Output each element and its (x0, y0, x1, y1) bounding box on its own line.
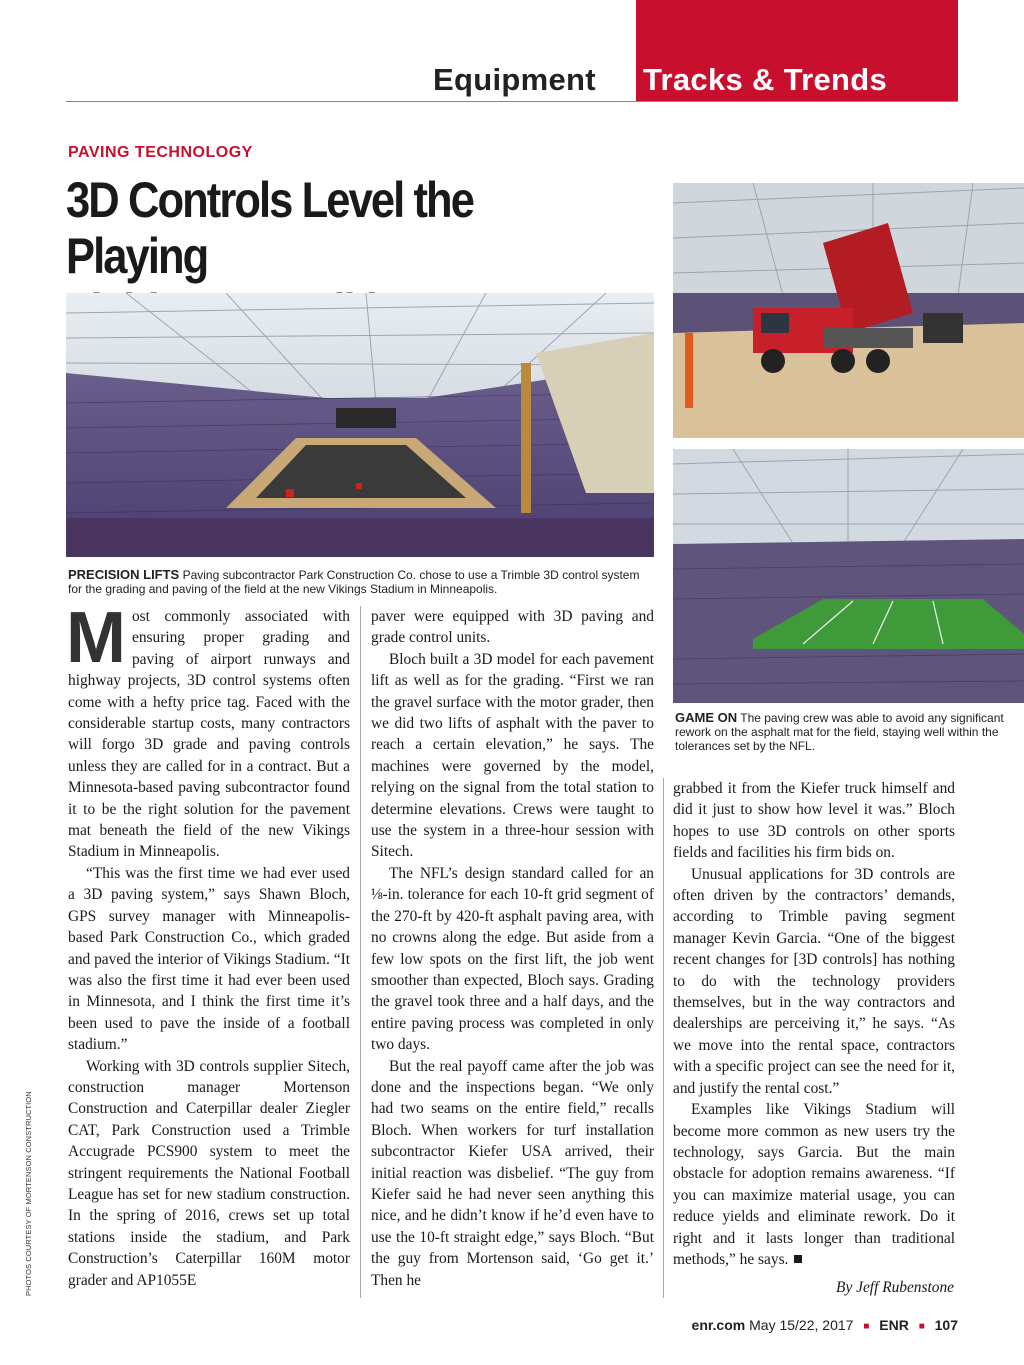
article-column-3 (673, 778, 955, 1270)
caption-text: The paving crew was able to avoid any significant rework on the asphalt mat for the field, staying well within the tolerances set by the NFL. (675, 711, 1004, 753)
square-bullet-icon: ■ (918, 1321, 925, 1332)
end-mark-icon (794, 1255, 802, 1263)
department-label: Tracks & Trends (643, 62, 888, 97)
header-rule (66, 101, 958, 102)
footer-date: May 15/22, 2017 (749, 1317, 854, 1333)
headline-line-1: 3D Controls Level the Playing (66, 172, 473, 284)
stadium-field-photo (673, 449, 1024, 703)
article-column-2 (371, 606, 654, 1291)
column-divider (360, 606, 361, 1298)
page-number: 107 (934, 1317, 958, 1333)
article-paragraph: Bloch built a 3D model for each pavement lift as well as for the grading. “First we ran the gravel surface with the motor grader, then we did two lifts of asphalt with the paver to reach a certain elevation,” he says. The machines were governed by the model, relying on the signal from the total station to determine elevations. Crews were taught to use the system in a three-hour session with Sitech. (371, 650, 654, 861)
column-divider (663, 778, 664, 1298)
kicker: PAVING TECHNOLOGY (68, 144, 253, 161)
field-photo-caption (675, 711, 1015, 753)
dump-truck-photo (673, 183, 1024, 438)
article-paragraph: “This was the first time we had ever used a 3D paving system,” says Shawn Bloch, GPS survey manager with Minneapolis-based Park Construction Co., which graded and paved the interior of Vikings Stadium. “It was also the first time it had ever been used in Minnesota, and I think the first time it’s been used to pave the inside of a football stadium.” (68, 864, 350, 1054)
article-paragraph: Working with 3D controls supplier Sitech, construction manager Mortenson Construction and Caterpillar dealer Ziegler CAT, Park Construction used a Trimble Accugrade PCS900 system to meet the stringent requirements the National Football League has set for new stadium construction. In the spring of 2016, crews set up total stations inside the stadium, and Park Construction’s Caterpillar 160M motor grader and AP1055E (68, 1057, 350, 1289)
byline: By Jeff Rubenstone (836, 1279, 954, 1296)
article-column-1 (66, 598, 350, 1291)
footer-publication: ENR (879, 1317, 909, 1333)
footer-site: enr.com (691, 1317, 746, 1333)
main-photo-caption (68, 568, 648, 596)
article-paragraph: Examples like Vikings Stadium will become more common as new users try the technology, says Garcia. But the main obstacle for adoption remains awareness. “If you can maximize material usage, you can reduce yields and eliminate rework. Do it right and it lasts longer than traditional methods,” he says. (673, 1101, 955, 1268)
photo-credit: PHOTOS COURTESY OF MORTENSON CONSTRUCTION (24, 1091, 33, 1296)
article-paragraph: grabbed it from the Kiefer truck himself and did it just to show how level it was.” Bloch hopes to use 3D controls on other sports fields and facilities his firm bids on. (673, 780, 955, 862)
caption-lead: GAME ON (675, 710, 738, 725)
drop-cap: M (66, 598, 126, 678)
article-paragraph: The NFL’s design standard called for an ⅛-in. tolerance for each 10-ft grid segment of the 270-ft by 420-ft asphalt paving area, with no crowns along the edge. But aside from a few low spots on the first lift, the job went smoother than expected, Bloch says. Grading the gravel took three and a half days, and the entire paving process was completed in only two days. (371, 864, 654, 1054)
caption-lead: PRECISION LIFTS (68, 567, 180, 582)
section-label: Equipment (433, 62, 596, 97)
article-paragraph: paver were equipped with 3D paving and grade control units. (371, 608, 654, 647)
article-paragraph: Unusual applications for 3D controls are often driven by the contractors’ demands, according to Trimble paving segment manager Kevin Garcia. “One of the biggest recent changes for [3D controls] has nothing to do with the technology providers themselves, but in the way contractors and dealerships are perceiving it,” he says. “As we move into the rental space, contractors with a specific project can see the need for it, and justify the rental cost.” (673, 865, 955, 1097)
stadium-interior-photo (66, 293, 654, 557)
page-footer (692, 1317, 958, 1333)
article-paragraph: But the real payoff came after the job was done and the inspections began. “We only had two seams on the entire field,” recalls Bloch. When workers for turf installation subcontractor Kiefer USA arrived, their initial reaction was disbelief. “The guy from Kiefer said he had never seen anything this nice, and he didn’t know if he’d even have to use the 10-ft straight edge,” says Bloch. “But the guy from Mortenson said, ‘Go get it.’ Then he (371, 1057, 654, 1289)
article-paragraph: Most commonly associated with ensuring proper grading and paving of airport runways and highway projects, 3D control systems often come with a hefty price tag. Faced with the considerable startup costs, many contractors will forgo 3D grade and paving controls unless they are called for in a contract. But a Minnesota-based paving subcontractor found it to be the right solution for the pavement mat beneath the field of the new Vikings Stadium in Minneapolis. (66, 598, 350, 861)
caption-text: Paving subcontractor Park Construction Co. chose to use a Trimble 3D control system for the grading and paving of the field at the new Vikings Stadium in Minneapolis. (68, 568, 640, 596)
square-bullet-icon: ■ (863, 1321, 870, 1332)
